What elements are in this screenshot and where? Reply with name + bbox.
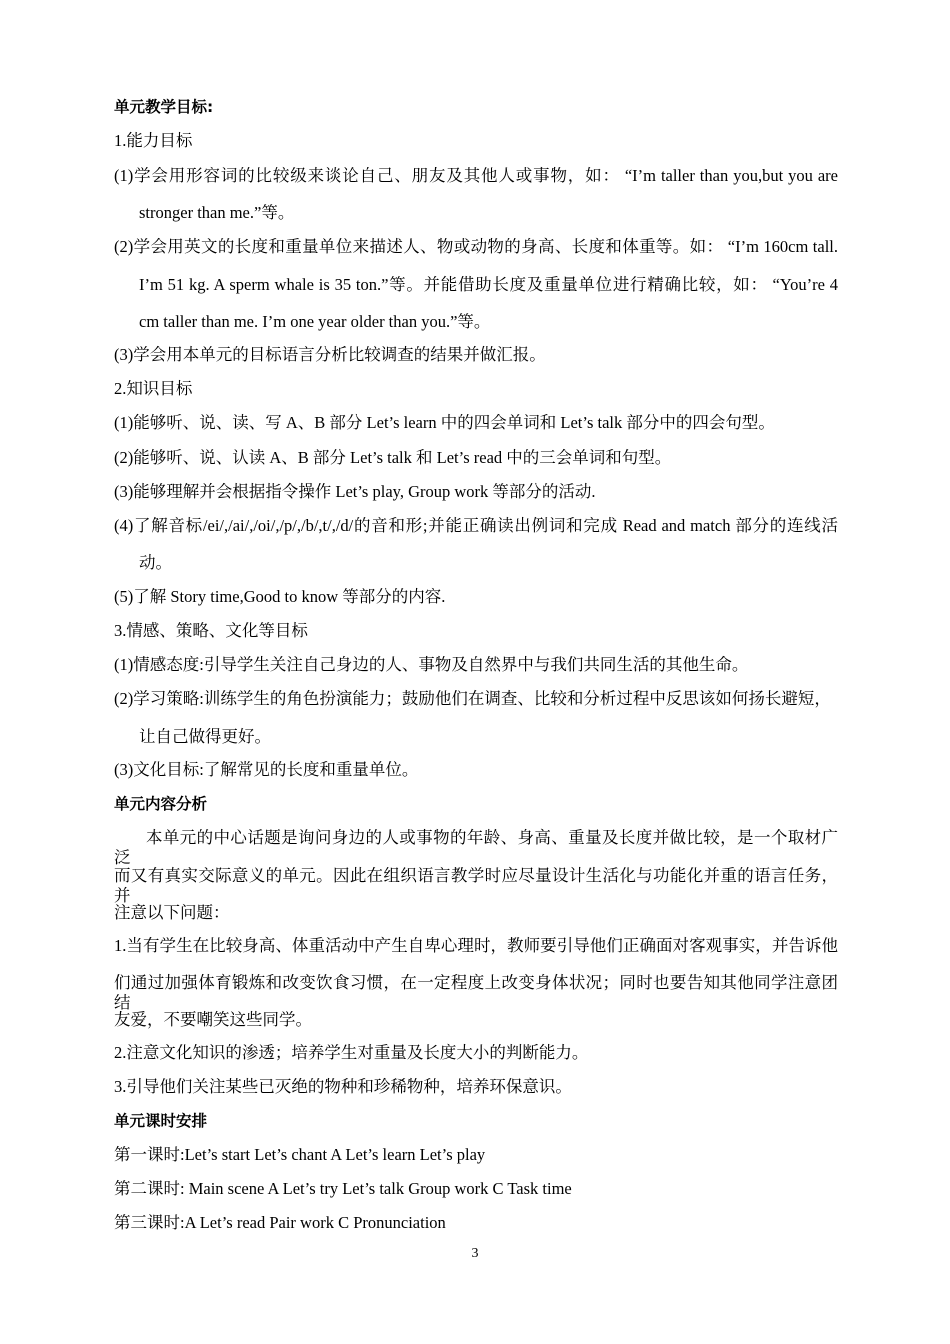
ability-goal-1-line-1: (1)学会用形容词的比较级来谈论自己、朋友及其他人或事物，如： “I’m taller than you,but you are [114, 166, 838, 185]
emotion-goals-title: 3.情感、策略、文化等目标 [114, 621, 308, 640]
emotion-goal-1: (1)情感态度:引导学生关注自己身边的人、事物及自然界中与我们共同生活的其他生命。 [114, 655, 749, 674]
analysis-point-3: 3.引导他们关注某些已灭绝的物种和珍稀物种，培养环保意识。 [114, 1077, 572, 1096]
analysis-paragraph-line-1: 本单元的中心话题是询问身边的人或事物的年龄、身高、重量及长度并做比较，是一个取材广泛 [114, 828, 838, 867]
analysis-point-1-line-3: 友爱，不要嘲笑这些同学。 [114, 1010, 312, 1029]
knowledge-goals-title: 2.知识目标 [114, 379, 193, 398]
analysis-point-1-line-1: 1.当有学生在比较身高、体重活动中产生自卑心理时，教师要引导他们正确面对客观事实，并告诉他 [114, 936, 838, 955]
knowledge-goal-4-line-2: 动。 [139, 553, 172, 572]
ability-goal-2-line-2: I’m 51 kg. A sperm whale is 35 ton.”等。并能借助长度及重量单位进行精确比较，如： “You’re 4 [139, 275, 838, 294]
heading-lesson-schedule: 单元课时安排 [114, 1112, 208, 1130]
schedule-lesson-3: 第三课时:A Let’s read Pair work C Pronunciation [114, 1213, 446, 1232]
knowledge-goal-4-line-1: (4)了解音标/ei/,/ai/,/oi/,/p/,/b/,t/,/d/的音和形;并能正确读出例词和完成 Read and match 部分的连线活 [114, 516, 838, 535]
analysis-point-1-line-2: 们通过加强体育锻炼和改变饮食习惯，在一定程度上改变身体状况；同时也要告知其他同学注意团结 [114, 973, 838, 1012]
schedule-lesson-1: 第一课时:Let’s start Let’s chant A Let’s learn Let’s play [114, 1145, 486, 1164]
knowledge-goal-2: (2)能够听、说、认读 A、B 部分 Let’s talk 和 Let’s read 中的三会单词和句型。 [114, 448, 672, 467]
page-number: 3 [471, 1246, 479, 1261]
knowledge-goal-1: (1)能够听、说、读、写 A、B 部分 Let’s learn 中的四会单词和 Let’s talk 部分中的四会句型。 [114, 413, 775, 432]
schedule-lesson-2: 第二课时: Main scene A Let’s try Let’s talk Group work C Task time [114, 1179, 572, 1198]
ability-goal-1-line-2: stronger than me.”等。 [139, 203, 295, 222]
emotion-goal-2-line-2: 让自己做得更好。 [139, 727, 271, 746]
heading-content-analysis: 单元内容分析 [114, 795, 208, 813]
ability-goal-2-line-1: (2)学会用英文的长度和重量单位来描述人、物或动物的身高、长度和体重等。如： “I’m 160cm tall. [114, 237, 838, 256]
knowledge-goal-3: (3)能够理解并会根据指令操作 Let’s play, Group work 等部分的活动. [114, 482, 596, 501]
analysis-paragraph-line-3: 注意以下问题： [114, 903, 230, 922]
heading-unit-goals: 单元教学目标: [114, 98, 214, 116]
ability-goal-3: (3)学会用本单元的目标语言分析比较调查的结果并做汇报。 [114, 345, 546, 364]
emotion-goal-2-line-1: (2)学习策略:训练学生的角色扮演能力；鼓励他们在调查、比较和分析过程中反思该如何扬长避短， [114, 689, 831, 708]
ability-goals-title: 1.能力目标 [114, 131, 193, 150]
knowledge-goal-5: (5)了解 Story time,Good to know 等部分的内容. [114, 587, 446, 606]
emotion-goal-3: (3)文化目标:了解常见的长度和重量单位。 [114, 760, 419, 779]
analysis-paragraph-line-2: 而又有真实交际意义的单元。因此在组织语言教学时应尽量设计生活化与功能化并重的语言任务，并 [114, 866, 838, 905]
analysis-point-2: 2.注意文化知识的渗透；培养学生对重量及长度大小的判断能力。 [114, 1043, 589, 1062]
ability-goal-2-line-3: cm taller than me. I’m one year older than you.”等。 [139, 312, 491, 331]
